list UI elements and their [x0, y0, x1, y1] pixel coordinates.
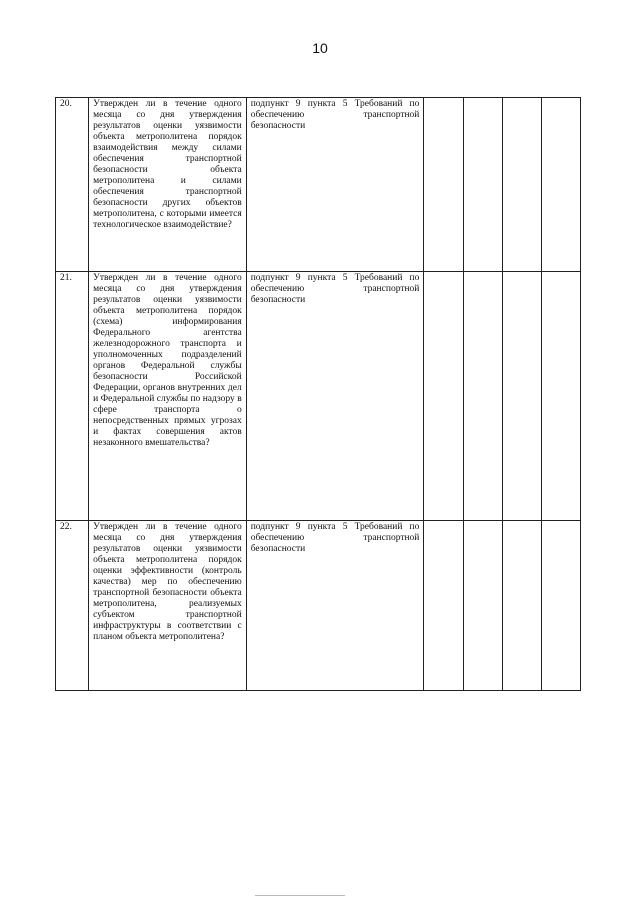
scan-edge-mark	[255, 895, 345, 904]
table-row	[56, 98, 581, 272]
answer-cell-not-applicable[interactable]	[502, 521, 541, 691]
answer-cell-notes[interactable]	[541, 98, 580, 272]
question-text: Утвержден ли в течение одного месяца со дня утверждения результатов оценки уязвимости объекта метрополитена порядок взаимодействия между силами обеспечения транспортной безопасности объекта метрополитена и силами обеспечения транспортной безопасности других объектов метрополитена, с которыми имеется технологическое взаимодействие?	[89, 98, 247, 272]
requirement-reference: подпункт 9 пункта 5 Требований по обеспечению транспортной безопасности	[246, 272, 424, 521]
requirement-reference: подпункт 9 пункта 5 Требований по обеспечению транспортной безопасности	[246, 521, 424, 691]
answer-cell-notes[interactable]	[541, 272, 580, 521]
row-number: 21.	[56, 272, 89, 521]
answer-cell-yes[interactable]	[424, 272, 463, 521]
answer-cell-no[interactable]	[463, 521, 502, 691]
requirement-reference: подпункт 9 пункта 5 Требований по обеспечению транспортной безопасности	[246, 98, 424, 272]
answer-cell-not-applicable[interactable]	[502, 272, 541, 521]
answer-cell-no[interactable]	[463, 98, 502, 272]
question-text: Утвержден ли в течение одного месяца со дня утверждения результатов оценки уязвимости объекта метрополитена порядок оценки эффективности (контроль качества) мер по обеспечению транспортной безопасности объекта метрополитена, реализуемых субъектом транспортной инфраструктуры в соответствии с планом объекта метрополитена?	[89, 521, 247, 691]
checklist-table	[55, 97, 581, 691]
answer-cell-not-applicable[interactable]	[502, 98, 541, 272]
answer-cell-yes[interactable]	[424, 98, 463, 272]
question-text: Утвержден ли в течение одного месяца со дня утверждения результатов оценки уязвимости объекта метрополитена порядок (схема) информирования Федерального агентства железнодорожного транспорта и уполномоченных подразделений органов Федеральной службы безопасности Российской Федерации, органов внутренних дел и Федеральной службы по надзору в сфере транспорта о непосредственных прямых угрозах и фактах совершения актов незаконного вмешательства?	[89, 272, 247, 521]
table-row	[56, 521, 581, 691]
answer-cell-notes[interactable]	[541, 521, 580, 691]
page-number: 10	[312, 40, 328, 56]
row-number: 22.	[56, 521, 89, 691]
table-row	[56, 272, 581, 521]
answer-cell-no[interactable]	[463, 272, 502, 521]
row-number: 20.	[56, 98, 89, 272]
answer-cell-yes[interactable]	[424, 521, 463, 691]
